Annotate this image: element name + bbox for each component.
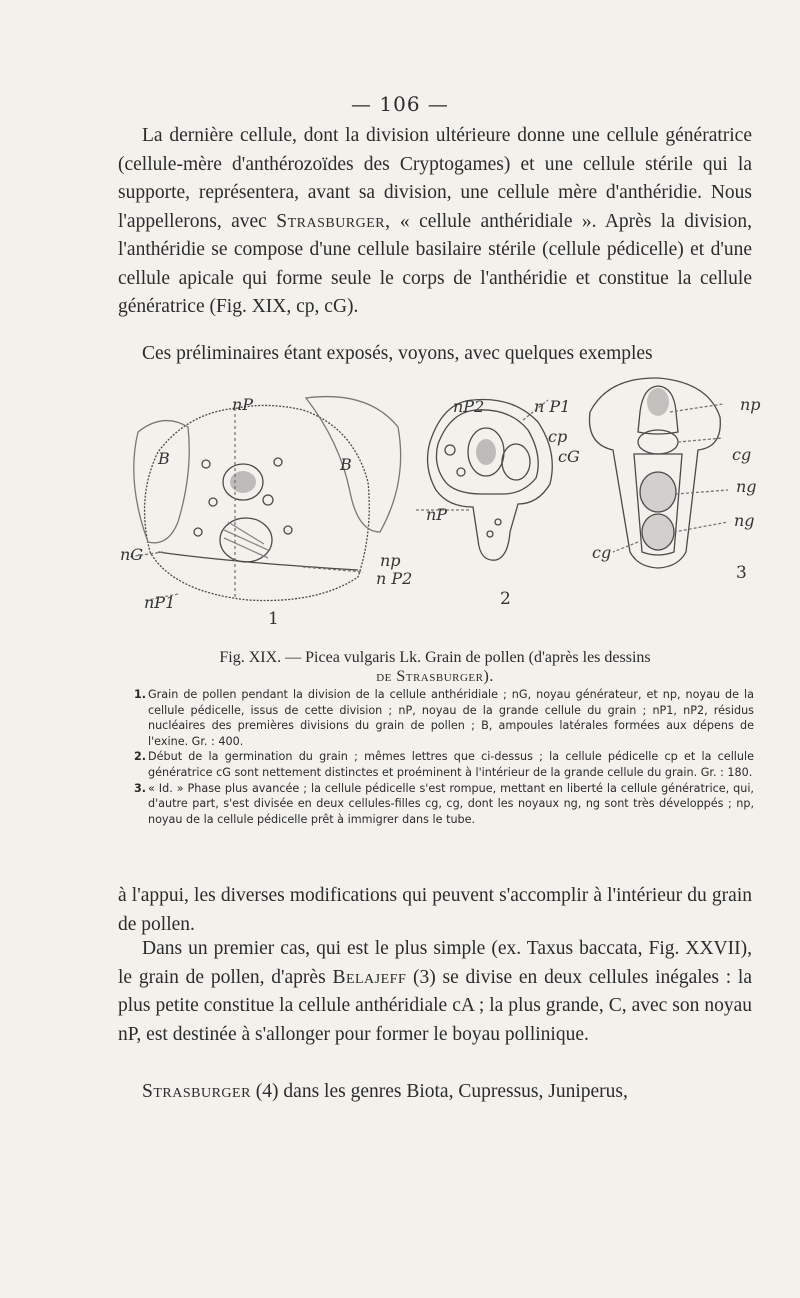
legend-number: 3. bbox=[134, 781, 147, 795]
paragraph-3: à l'appui, les diverses modifications qui peuvent s'accomplir à l'intérieur du grain de pollen. bbox=[118, 885, 752, 935]
legend-number: 1. bbox=[134, 688, 147, 701]
figure-1-drawing bbox=[128, 397, 401, 601]
paragraph-1 bbox=[118, 122, 752, 322]
label-f2-nP: nP bbox=[426, 505, 448, 524]
paragraph-2: Ces préliminaires étant exposés, voyons, avec quelques exemples bbox=[142, 343, 653, 364]
legend-item bbox=[134, 687, 754, 749]
legend-text: « Id. » Phase plus avancée ; la cellule pédicelle s'est rompue, mettant en liberté la cellule génératrice, qui, d'autre part, s'est divisée en deux cellules-filles cg, cg, dont les noyaux ng, ng sont très développés ; np, noyau de la cellule pédicelle prêt à immigrer dans le tube. bbox=[148, 781, 754, 826]
legend-text: Grain de pollen pendant la division de la cellule anthéridiale ; nG, noyau générateur, et np, noyau de la cellule pédicelle, issus de cette division ; nP, noyau de la grande cellule du grain ; nP1, nP2, résidus nucléaires des premières divisions du grain de pollen ; B, ampoules latérales formées aux dépens de l'exine. Gr. : 400. bbox=[148, 688, 754, 748]
figure-xix-drawings bbox=[118, 372, 798, 642]
paragraph-1-text: La dernière cellule, dont la division ultérieure donne une cellule génératrice (cellule-mère d'anthérozoïdes des Cryptogames) et une cellule stérile qui la supporte, représentera, avant sa division, une cellule mère d'anthéridie. Nous l'appellerons, avec bbox=[118, 125, 752, 232]
label-f2-cG: cG bbox=[558, 447, 580, 466]
paragraph-5-rest: (4) dans les genres Biota, Cupressus, Juniperus, bbox=[255, 1081, 628, 1102]
legend-number: 2. bbox=[134, 750, 147, 764]
figure-2-drawing bbox=[416, 399, 552, 560]
paragraph-4 bbox=[118, 935, 752, 1049]
paragraph-5 bbox=[118, 1078, 752, 1107]
paragraph-4-text: Dans un premier cas, qui est le plus simple (ex. Taxus baccata, Fig. XXVII), le grain de pollen, d'après bbox=[118, 938, 752, 988]
legend-item bbox=[134, 781, 754, 828]
author-belajeff: Belajeff bbox=[332, 966, 407, 988]
label-f2-nP1: n P1 bbox=[534, 397, 571, 416]
author-strasburger: Strasburger, bbox=[276, 210, 391, 232]
label-f3-cg-left: cg bbox=[592, 543, 612, 562]
label-f1-np: np bbox=[380, 551, 401, 570]
label-f3-ng-2: ng bbox=[734, 511, 755, 530]
label-f3-np: np bbox=[740, 395, 761, 414]
label-f1-nG: nG bbox=[120, 545, 144, 564]
figure-3-drawing bbox=[589, 378, 728, 568]
caption-line-2: de Strasburger). bbox=[376, 668, 494, 685]
label-f1-nP1: nP1 bbox=[144, 593, 176, 612]
author-strasburger-2: Strasburger bbox=[142, 1081, 251, 1102]
label-f1-nP: nP bbox=[232, 395, 254, 414]
caption-line-1: Fig. XIX. — Picea vulgaris Lk. Grain de pollen (d'après les dessins bbox=[219, 649, 651, 666]
paragraph-1-rest: « cellule anthéridiale ». Après la division, l'anthéridie se compose d'une cellule basilaire stérile (cellule pédicelle) et d'une cellule apicale qui forme seule le corps de l'anthéridie et constitue la cellule génératrice (Fig. XIX, cp, cG). bbox=[118, 210, 752, 317]
label-f2-cp: cp bbox=[548, 427, 568, 446]
figure-legend bbox=[134, 687, 754, 827]
figure-1-number: 1 bbox=[268, 609, 279, 629]
page-number: — 106 — bbox=[351, 92, 449, 116]
legend-text: Début de la germination du grain ; mêmes lettres que ci-dessus ; la cellule pédicelle cp et la cellule génératrice cG sont nettement distinctes et proéminent à l'intérieur de la grande cellule du grain. Gr. : 180. bbox=[148, 750, 754, 779]
label-f1-B-right: B bbox=[340, 455, 352, 474]
paragraph-4-rest: (3) se divise en deux cellules inégales : la plus petite constitue la cellule anthéridiale cA ; la plus grande, C, avec son noyau nP, est destinée à s'allonger pour former le boyau pollinique. bbox=[118, 966, 753, 1045]
label-f2-nP2: nP2 bbox=[453, 397, 485, 416]
label-f3-cg: cg bbox=[732, 445, 752, 464]
figure-caption bbox=[118, 648, 752, 686]
figure-2-number: 2 bbox=[500, 589, 511, 609]
figure-3-number: 3 bbox=[736, 563, 747, 583]
label-f1-nP2: n P2 bbox=[376, 569, 413, 588]
label-f1-B-left: B bbox=[158, 449, 170, 468]
label-f3-ng-1: ng bbox=[736, 477, 757, 496]
legend-item bbox=[134, 749, 754, 780]
